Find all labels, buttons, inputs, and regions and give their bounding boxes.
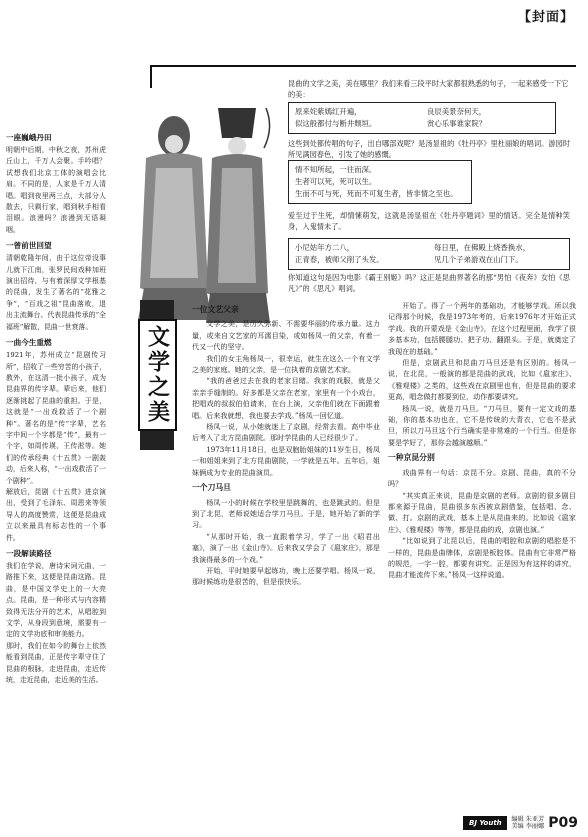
body-paragraph: “从那时开始，我一直跟着学习，学了一出《昭君出塞》，演了一出《金山寺》。后来我又学会了《扈家庄》，那是我演得最多的一个戏。” (192, 531, 380, 564)
body-paragraph: “其实真正来说，昆曲是京剧的老师。京剧的很多剧目都来源于昆曲，昆曲很多东西被京剧借鉴，包括唱、念、做、打。京剧的武戏，基本上是从昆曲来的。比如说《扈家庄》、《雅观楼》等等，都是昆曲的戏，京剧也演。” (388, 490, 576, 534)
body-paragraph: 文学之美，是历久弥新、不需要华丽的传承力量。这力量，或来自文艺家的耳濡目染，或如杨凤一的父亲，有着一代又一代的坚守。 (192, 319, 380, 352)
poem-box-1 (288, 102, 556, 134)
poem-box-3 (288, 238, 570, 270)
sidebar-text: 我们在学说，唐诗宋词元曲，一路推下来，这便是昆曲这路。昆曲，是中国文学史上的一大亮点。昆曲，是一种形式与内容精致得无法分开的艺术，从唱腔到文学，从身段到意境，需要有一定的文学功底和审美能力。 (6, 562, 106, 639)
poem-line: 生而不可与死，死而不可复生者，皆非情之至也。 (295, 189, 458, 198)
paragraph: 你知道这句是因为电影《霸王别姬》吗？这正是昆曲界著名的那“男怕《夜奔》女怕《思凡》”的《思凡》唱词。 (288, 273, 570, 293)
body-paragraph: 杨凤一小的时候在学校里是跳舞的，也是跳武的。但是到了北昆，老师说她适合学刀马旦。于是，她开始了新的学习。 (192, 497, 380, 530)
magazine-logo: BJ Youth (463, 816, 507, 830)
sidebar-text: 解放后，昆剧《十五贯》进京演出，受到了毛泽东、周恩来等领导人的高度赞赏，这便是昆曲成立以来最具有标志性的一个事件。 (6, 487, 106, 542)
section-heading: 一个刀马旦 (192, 483, 231, 493)
body-paragraph: 开始，平时她要早起练功，晚上还要学唱。杨凤一说，那时候练功是很苦的，但是很快乐。 (192, 565, 380, 587)
poem-line: 情不知所起，一往而深。 (295, 165, 377, 174)
sidebar-heading: 一曲今生重燃 (6, 338, 52, 348)
section-tag: 【封面】 (517, 10, 574, 25)
editor-credit: 编辑 朱亚芳 (511, 815, 545, 823)
poem-line: 正青春，被师父削了头发。 (295, 255, 384, 264)
body-column-1 (192, 300, 380, 812)
sidebar-text: 1921年，苏州成立“昆剧传习所”，招收了一些穷苦的小孩子，教外，在这清一批小孩子，成为昆曲界的传字辈。辈后来，他们逐渐挑起了昆曲的重担。于是，这就是“一出戏救活了一个剧种”。著名的是“传”字辈，艺名字中间一个字都是“传”，最有一个字，如周传瑛、王传淞等。她们的传承经典《十五贯》一剧轰动，后来人称，“一出戏救活了一个剧种”。 (6, 351, 106, 485)
poem-box-2 (288, 160, 472, 204)
article-title: 文学之美 (138, 319, 177, 431)
page-footer (463, 815, 578, 831)
poem-line: 见几个子弟游戏在山门下。 (434, 255, 523, 264)
poem-line: 小尼姑年方二八， (295, 243, 355, 252)
opera-performers-photo (116, 88, 284, 328)
body-paragraph: “我的爸爸过去在我的老家目睹。我家的戏服，就是父亲亲手缝制的。好多都是父亲在老家，家里有一个小戏台，把唱戏的叔叔伯伯请来，在台上演，父亲他们就在下面跟着唱。后来我就想，我也要去学戏。”杨凤一回忆道。 (192, 376, 380, 420)
intro-text: 昆曲的文学之美，美在哪里？我们来看三段平时大家都很熟悉的句子，一起来感受一下它的美： (288, 79, 569, 99)
body-paragraph: 杨凤一说，从小她就迷上了京剧，经常去看。高中毕业后考入了北方昆曲剧院。那时学昆曲的人已经很少了。 (192, 422, 380, 443)
designer-credit: 美编 李丽娜 (511, 823, 545, 830)
paragraph: 爱至过于生死，却情愫萌发，这就是汤显祖在《牡丹亭题词》里的情话。完全是情种笑身，入鬼情未了。 (288, 211, 570, 231)
body-column-2 (388, 300, 576, 812)
sidebar-text: 清朝乾隆年间，由于这位帝没事儿就下江南，张罗民间戏种加班演出招待，与有着深厚文学根基的昆曲，发生了著名的“花雅之争”，“百戏之祖”昆曲落败，退出主流舞台。代表昆曲传承的“全福班”解散，昆曲一世衰落。 (6, 254, 106, 331)
body-paragraph: 开始了。得了一个两年的基础功，才能够学戏。所以我记得那个时候，我是1973年考的，后来1976年才开始正式学戏。我的开蒙戏是《金山寺》，在这个过程里面，我学了很多基本功，包括腰腿功、把子功、翻跟头。于是，就奠定了我现在的基础。” (388, 301, 576, 356)
sidebar-text: 那时，我们在如今的舞台上依然能看到昆曲，正是传字辈守住了昆曲的根脉，走进昆曲，走近传统，走近昆曲，走近美的生活。 (6, 641, 106, 685)
sidebar-heading: 一座巍峨丹田 (6, 133, 52, 142)
sidebar-heading: 一曾前世回望 (6, 241, 52, 251)
article-title-ribbon (140, 300, 174, 450)
poem-line: 每日里，在佛殿上烧香换水， (434, 243, 531, 252)
poem-line: 良辰美景奈何天， (427, 107, 487, 116)
body-paragraph: 戏曲界有一句话：京昆不分。京剧、昆曲，真的不分吗？ (388, 467, 576, 489)
poem-line: 生者可以死，死可以生。 (295, 177, 377, 186)
body-paragraph: 但是，京剧武旦和昆曲刀马旦还是有区别的。杨凤一说，在北昆，一般演的都是昆曲的武戏，比如《扈家庄》、《雅观楼》之类的，这些戏在京剧里也有，但是昆曲的要求更高，唱念做打都要到位，动作都要讲究。 (388, 358, 576, 402)
paragraph: 这些到处都传唱的句子，出自哪部戏呢？是汤显祖的《牡丹亭》里杜丽娘的唱词。游园时所见满园春色，引发了她的感慨。 (288, 139, 570, 159)
sidebar-heading: 一段解读路径 (6, 549, 52, 558)
credits (511, 816, 544, 831)
body-paragraph: 杨凤一说，就是刀马旦。“刀马旦，要有一定文戏的基础，你的基本功也在，它不是传统的大青衣，它也不是武旦，所以刀马旦这个行当确实是非常难的一个行当。但是你要是学好了，那你会越演越顺。” (388, 403, 576, 447)
page-number: P09 (548, 815, 578, 831)
top-border-line (150, 65, 576, 67)
poem-line: 原来姹紫嫣红开遍， (295, 107, 362, 116)
poem-line: 赏心乐事谁家院？ (427, 119, 487, 128)
body-paragraph: “比如说到了北昆以后，昆曲的唱腔和京剧的唱腔是不一样的，昆曲是曲牌体，京剧是板腔体。昆曲有它非常严格的规范，一字一腔，都要有讲究。正是因为有这样的讲究，昆曲才能流传下来。”杨凤一这样说道。 (388, 536, 576, 580)
body-paragraph: 我们的女主角杨凤一，很幸运，就生在这么一个有文学之美的家庭。她的父亲，是一位执着的京剧艺术家。 (192, 353, 380, 375)
section-heading: 一种京昆分别 (388, 453, 435, 463)
poem-line: 似这般都付与断井颓垣。 (295, 119, 377, 128)
section-heading: 一位文艺父亲 (192, 305, 239, 314)
sidebar-text: 明朝中后期，中秋之夜，苏州虎丘山上，千万人会聚。手吟唱？试想我们北京工体的演唱会比肩。不同的是，人家是千万人清唱。唱到夜里两三点，大部分人散去，只剩行家，唱到秋手相看泪眼。浪漫吗？浪漫到无语凝咽。 (6, 146, 106, 234)
body-paragraph: 1973年11月18日，也是双胞胎姐妹的11岁生日，杨凤一和姐姐来到了北方昆曲剧院，一学就是五年。五年后，姐妹俩成为专业的昆曲演员。 (192, 444, 380, 477)
sidebar (6, 128, 106, 812)
